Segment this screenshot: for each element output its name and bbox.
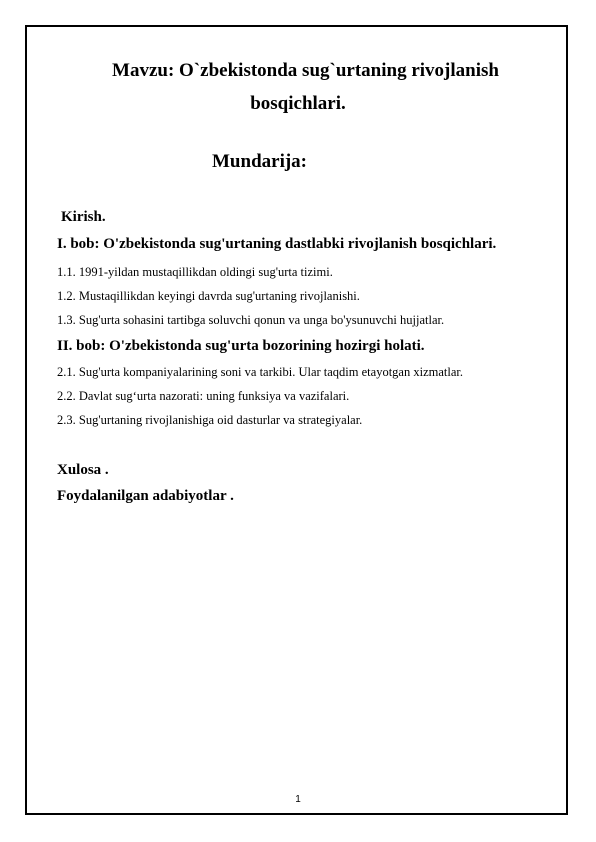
contents-heading: Mundarija: — [212, 151, 307, 172]
toc-references: Foydalanilgan adabiyotlar . — [57, 488, 234, 504]
page-number: 1 — [295, 794, 301, 805]
toc-section-2-2: 2.2. Davlat sug‘urta nazorati: uning funksiya va vazifalari. — [57, 389, 350, 403]
toc-section-2-3: 2.3. Sug'urtaning rivojlanishiga oid dasturlar va strategiyalar. — [57, 413, 363, 427]
toc-section-1-3: 1.3. Sug'urta sohasini tartibga soluvchi qonun va unga bo'ysunuvchi hujjatlar. — [57, 313, 445, 327]
toc-section-1-1: 1.1. 1991-yildan mustaqillikdan oldingi sug'urta tizimi. — [57, 265, 333, 279]
document-title-line1: Mavzu: O`zbekistonda sug`urtaning rivojlanish — [112, 60, 499, 81]
document-title-line2: bosqichlari. — [250, 93, 346, 114]
toc-conclusion: Xulosa . — [57, 462, 109, 478]
toc-intro: Kirish. — [61, 209, 106, 225]
toc-chapter-2: II. bob: O'zbekistonda sug'urta bozorining hozirgi holati. — [57, 338, 425, 354]
toc-section-2-1: 2.1. Sug'urta kompaniyalarining soni va tarkibi. Ular taqdim etayotgan xizmatlar. — [57, 365, 463, 379]
toc-section-1-2: 1.2. Mustaqillikdan keyingi davrda sug'urtaning rivojlanishi. — [57, 289, 360, 303]
toc-chapter-1: I. bob: O'zbekistonda sug'urtaning dastlabki rivojlanish bosqichlari. — [57, 236, 497, 252]
